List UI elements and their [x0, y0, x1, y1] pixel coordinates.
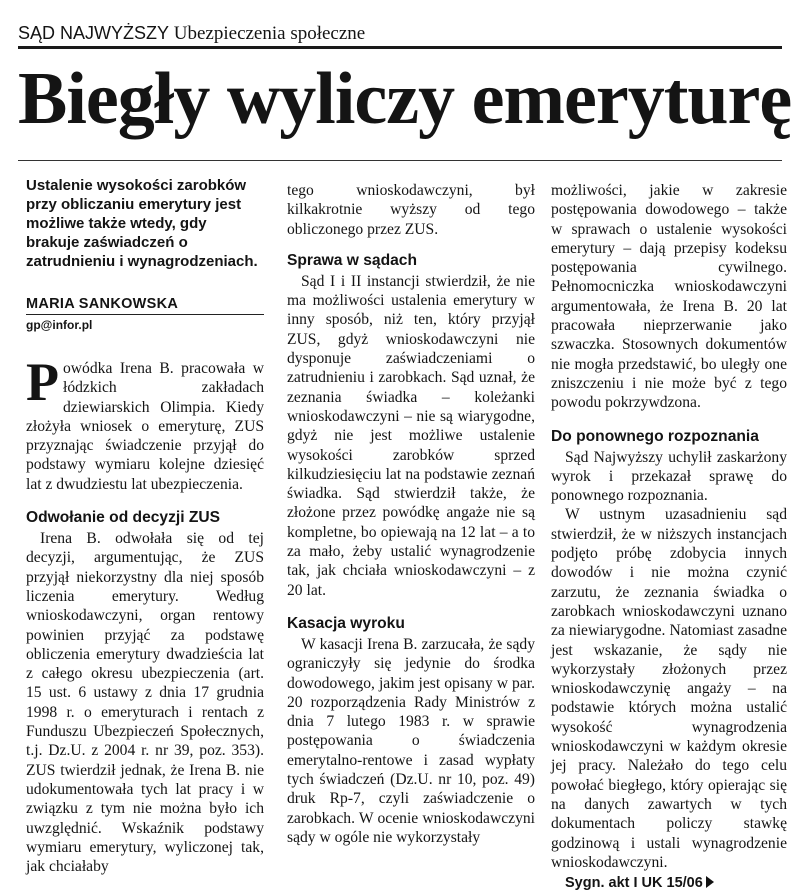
body-paragraph-1-text: owódka Irena B. pracowała w łódzkich zakładach dziewiarskich Olimpia. Kiedy złożyła wniosek o emeryturę, ZUS przyznając świadczenie przyjął do podstawy wymiaru kolejne dziesięć lat z dwudziestu lat ubezpieczenia. — [26, 360, 264, 493]
author-email[interactable]: gp@infor.pl — [26, 318, 93, 332]
body-paragraph-3: Sąd I i II instancji stwierdził, że nie ma możliwości ustalenia emerytury w inny sposób, niż ten, który przyjął ZUS, gdyż wnioskodawczyni nie dysponuje zaświadczeniami o zatrudnieniu i zarobkach. Sąd uznał, że zeznania świadka – koleżanki wnioskodawczyni – nie są wiarygodne, gdyż nie jest możliwe ustalenie wysokości zarobków sprzed kilkudziesięciu lat na podstawie zeznań świadka. Sąd stwierdził także, że złożone przez powódkę angaże nie są kompletne, bo opiewają na 12 lat – a to za mało, żeby ustalić wynagrodzenie tak, jak chciała wnioskodawczyni – z 20 lat. — [287, 272, 535, 599]
top-rule — [18, 46, 782, 49]
section-label-topic: Ubezpieczenia społeczne — [173, 23, 366, 44]
body-paragraph-4-continued: możliwości, jakie w zakresie postępowania dowodowego – także w sprawach o ustalenie wysokości emerytury – dają przepisy kodeksu postępowania cywilnego. Pełnomocniczka wnioskodawczyni argumentowała, że Irena B. 20 lat pracowała nieprzerwanie jako szwaczka. Stosownych dokumentów nie mogła przedstawić, bo uległy one zniszczeniu i nie może być z tego powodu pokrzywdzona. — [551, 182, 787, 412]
body-paragraph-2: Irena B. odwołała się od tej decyzji, argumentując, że ZUS przyjął niekorzystny dla niej sposób liczenia emerytury. Według wnioskodawczyni, organ rentowy powinien przyjąć za podstawę obliczenia emerytury dwadzieścia lat z całego okresu ubezpieczenia (art. 15 ust. 6 ustawy z dnia 17 grudnia 1998 r. o emeryturach i rentach z Funduszu Ubezpieczeń Społecznych, t.j. Dz.U. z 2004 r. nr 39, poz. 353). ZUS twierdził jednak, że Irena B. nie udokumentowała tych lat pracy i w związku z tym nie można było ich uwzględnić. Wskaźnik podstawy wymiaru emerytury, wyliczonej tak, jak chciałaby — [26, 530, 264, 876]
headline: Biegły wyliczy emeryturę — [18, 58, 792, 140]
drop-cap: P — [26, 352, 59, 412]
body-paragraph-2-continued: tego wnioskodawczyni, był kilkakrotnie wyższy od tego obliczonego przez ZUS. — [287, 182, 535, 238]
body-paragraph-5: Sąd Najwyższy uchylił zaskarżony wyrok i przekazał sprawę do ponownego rozpoznania. — [551, 448, 787, 505]
author-name: MARIA SANKOWSKA — [26, 295, 264, 315]
column-3 — [551, 181, 787, 893]
subheading-sprawa: Sprawa w sądach — [287, 251, 418, 269]
body-paragraph-1 — [26, 352, 264, 494]
column-2 — [287, 181, 535, 847]
subheading-kasacja: Kasacja wyroku — [287, 614, 405, 632]
body-paragraph-4: W kasacji Irena B. zarzucała, że sądy ograniczyły się jedynie do środka dowodowego, jakim jest opisany w par. 20 rozporządzenia Rady Ministrów z dnia 7 lutego 1983 r. w sprawie postępowania o świadczenia emerytalno-rentowe i zasad wypłaty tych świadczeń (Dz.U. nr 10, poz. 49) druk Rp-7, czyli zaświadczenie o zarobkach. W ocenie wnioskodawczyni sądy w ogóle nie wykorzystały — [287, 635, 535, 846]
subheading-ponowne: Do ponownego rozpoznania — [551, 427, 759, 445]
case-signature-text: Sygn. akt I UK 15/06 — [565, 875, 703, 892]
column-1 — [26, 176, 264, 876]
end-of-article-icon — [706, 876, 714, 888]
case-signature — [565, 874, 787, 893]
section-label — [18, 22, 365, 45]
headline-rule — [18, 160, 782, 161]
subheading-odwolanie: Odwołanie od decyzji ZUS — [26, 509, 221, 527]
section-label-court: SĄD NAJWYŻSZY — [18, 23, 170, 43]
body-paragraph-6: W ustnym uzasadnieniu sąd stwierdził, że w niższych instancjach podjęto próbę zdobycia innych dowodów i nie można czynić zarzutu, że zeznania świadka o zarobkach wnioskodawczyni uznano za niewiarygodne. Natomiast zasadne jest wskazanie, że sądy nie wykorzystały złożonych przez wnioskodawczynię angaży – na podstawie których można ustalić wysokość wynagrodzenia wnioskodawczyni w każdym okresie jej pracy. Należało do tego celu powołać biegłego, który opierając się na danych zawartych w tych dokumentach policzy stawkę godzinową i ustali wynagrodzenie wnioskodawczyni. — [551, 506, 787, 871]
lead-paragraph: Ustalenie wysokości zarobków przy obliczaniu emerytury jest możliwe także wtedy, gdy brakuje zaświadczeń o zatrudnieniu i wynagrodzeniach. — [26, 177, 258, 270]
